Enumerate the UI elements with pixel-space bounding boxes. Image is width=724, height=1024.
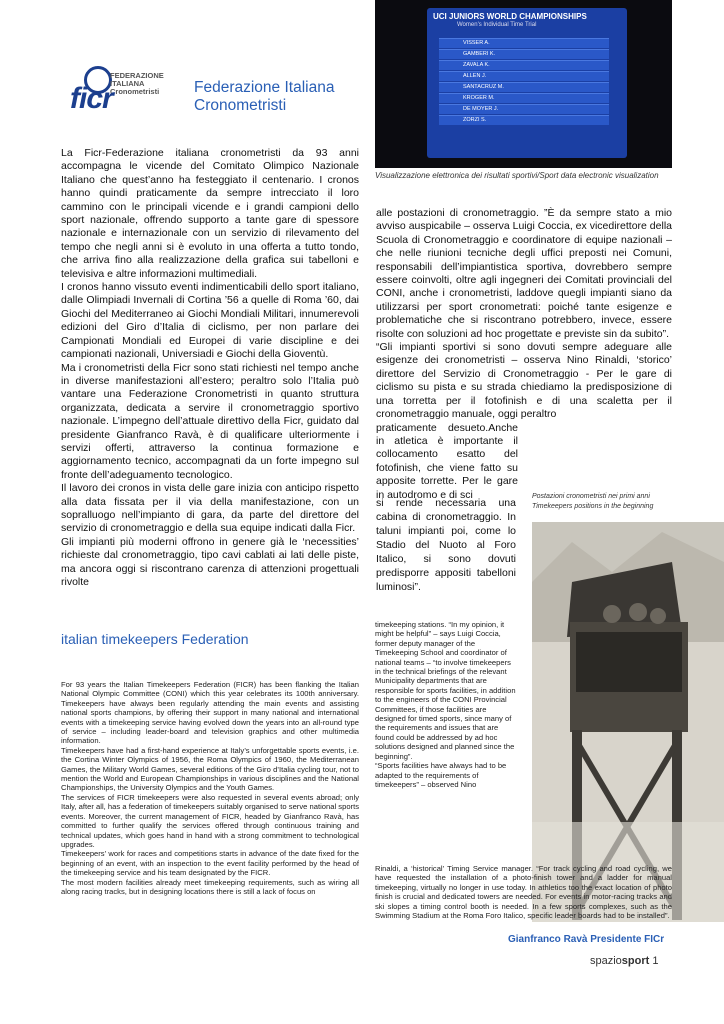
results-screen-photo <box>375 0 672 168</box>
paragraph: The services of FICR timekeepers were also requested in several events abroad; only Italy, after all, has a federation of timekeepers suitably organised to serve national sports events. Moreover, the current management of FICR, headed by Gianfranco Ravà, has committed to further qualify the services offered through continuous training and technical updates, which goes hand in hand with a strong commitment to technological upgrades. <box>61 792 359 849</box>
screen-row: KROGER M. <box>439 93 609 103</box>
ficr-logo <box>66 64 184 124</box>
paragraph: Ma i cronometristi della Ficr sono stati richiesti nel tempo anche in diverse manifestazioni all’estero; peraltro solo l’Italia può vantare una Federazione Cronometristi in quanto struttura organizzata, dedicata a servire il cronometraggio sportivo nazionale. L’impegno dell’attuale direttivo della Ficr, guidato dal presidente Gianfranco Ravà, è di qualificare ulteriormente i servizi offerti, attraverso la continua formazione e aggiornamento tecnico, accompagnati da un forte impegno sul fronte dell’adeguamento tecnologico. <box>61 361 359 481</box>
page-footer <box>590 955 658 967</box>
english-body-left <box>61 680 359 896</box>
photo-caption-old: Postazioni cronometristi nei primi anni Timekeepers positions in the beginning <box>532 493 654 510</box>
tower-illustration <box>532 522 724 922</box>
paragraph: Rinaldi, a ‘historical’ Timing Service manager. “For track cycling and road cycling, we have requested the installation of a photo-finish tower and a ladder for manual timekeeping, virtually no longer in use today. In athletics too the exact location of photo finish is crucial and dedicated towers are needed. For events in motor-racing tracks and ski slopes a timing control booth is needed. In a few sports complexes, such as the Swimming Stadium at the Roma Foro Italico, specific leader boards had to be installed”. <box>375 864 672 921</box>
paragraph: alle postazioni di cronometraggio. ”È da sempre stato a mio avviso auspicabile – osserva Luigi Coccia, ex vicedirettore della Scuola di Cronometraggio e coordinatore di equipe nazionali – che nelle riunioni tecniche degli uffici preposti nei Comuni, responsabili dell’impiantistica sportiva, dovrebbero sempre essere coinvolti, oltre agli ingegneri dei Comitati provinciali del CONI, anche i cronometristi, laddove quegli impianti siano da utilizzarsi per sport cronometrati: poiché tante esigenze e problematiche che si riscontrano potrebbero, invece, essere risolte con soluzioni ad hoc progettate e previste sin da subito”. <box>376 207 672 340</box>
paragraph: Gli impianti più moderni offrono in genere già le ‘necessities’ richieste dal cronometraggio, tipo cavi cablati ai lati delle piste, ma ancora oggi si riscontrano carenza di attenzioni progettuali rivolte <box>61 535 359 588</box>
italian-body-right <box>376 207 672 502</box>
paragraph: si rende necessaria una cabina di cronometraggio. In taluni impianti poi, come lo Stadio del Nuoto al Foro Italico, si sono dovuti predisporre appositi tabelloni luminosi”. <box>376 497 516 593</box>
page-title: Federazione Italiana Cronometristi <box>194 79 335 114</box>
screen-row: GAMBERI K. <box>439 49 609 59</box>
screen-row: ZORZI S. <box>439 115 609 125</box>
page-number: 1 <box>652 955 659 967</box>
signature: Gianfranco Ravà Presidente FICr <box>508 934 665 945</box>
paragraph: La Ficr-Federazione italiana cronometristi da 93 anni accompagna le vicende del Comitato Olimpico Nazionale Italiano che quest’anno ha festeggiato il centenario. I cronos hanno quindi praticamente da sempre intrecciato il loro cammino con le principali vicende e i grandi campioni dello sport nazionale, offrendo supporto a tante gare di spessore nazionale e internazionale con un servizio di rilevamento del tempo che negli anni si è evoluto in una offerta a tutto tondo, che arriva fino alla realizzazione della grafica sui tabelloni e televisiva e altre informazioni multimediali. <box>61 147 359 280</box>
scoreboard-screen <box>427 8 627 158</box>
screen-row: SANTACRUZ M. <box>439 82 609 92</box>
paragraph: The most modern facilities already meet timekeeping requirements, such as wiring all along racing tracks, but in designing locations there is still a lack of focus on <box>61 877 359 896</box>
italian-body-left <box>61 147 359 589</box>
logo-word: ficr <box>70 82 113 115</box>
photo-caption-top: Visualizzazione elettronica dei risultati sportivi/Sport data electronic visualization <box>375 171 659 180</box>
english-body-right <box>375 620 517 789</box>
paragraph: “Gli impianti sportivi si sono dovuti sempre adeguare alle esigenze dei cronometristi – osserva Nino Rinaldi, ‘storico’ direttore del Servizio di Cronometraggio - Per le gare di ciclismo su pista e su strada chiediamo la predisposizione di una torretta per il fotofinish e di una scaletta per il cronometraggio manuale, oggi peraltro <box>376 341 672 421</box>
paragraph: Timekeepers have had a first-hand experience at Italy’s unforgettable sports events, i.e. the Cortina Winter Olympics of 1956, the Roma Olympics of 1960, the Mediterranean Games, the Military World Games, several editions of the Giro d’Italia cycling tour, not to mention the World and European Championships in various disciplines and the National Championships, the University Olympics and the Youth Games. <box>61 745 359 793</box>
timekeepers-tower-photo <box>532 522 724 922</box>
italian-body-narrow <box>376 496 516 594</box>
english-section-title: italian timekeepers Federation <box>61 631 249 647</box>
screen-row: VISSER A. <box>439 38 609 48</box>
paragraph: timekeeping stations. “In my opinion, it might be helpful” – says Luigi Coccia, former deputy manager of the Timekeeping School and coordinator of national teams – “to involve timekeepers in the technical briefings of the relevant Municipality departments that are responsible for sports facilities, in addition to the engineers of the CONI Provincial Committees, if those facilities are designed for timed sports, since many of the requirements and issues that are found could be addressed by ad hoc solutions designed and planned since the beginning”. <box>375 620 516 761</box>
screen-subtitle: Women's Individual Time Trial <box>457 22 537 28</box>
screen-row: DE MOYER J. <box>439 104 609 114</box>
screen-row: ZAVALA K. <box>439 60 609 70</box>
logo-subtitle: FEDERAZIONE ITALIANA Cronometristi <box>110 71 164 96</box>
paragraph: I cronos hanno vissuto eventi indimenticabili dello sport italiano, dalle Olimpiadi Invernali di Cortina ’56 a quelle di Roma ’60, dai Giochi del Mediterraneo ai Giochi Mondiali Militari, innumerevoli edizioni del Giro d’Italia di ciclismo, per non parlare dei Campionati Mondiali ed Europei di varie discipline e dei campionati nazionali, Universiadi e Giochi della Gioventù. <box>61 281 359 361</box>
magazine-suffix: sport <box>621 955 650 967</box>
paragraph: “Sports facilities have always had to be adapted to the requirements of timekeepers” – observed Nino <box>375 761 507 789</box>
paragraph: praticamente desueto.Anche in atletica è importante il collocamento esatto del fotofinish, che viene fatto su apposite torrette. Per le gare in autodromo e di sci <box>376 421 518 501</box>
screen-row: ALLEN J. <box>439 71 609 81</box>
paragraph: For 93 years the Italian Timekeepers Federation (FICR) has been flanking the Italian National Olympic Committee (CONI) which this year celebrates its 100th anniversary. Timekeepers have always been regularly attending the main events and assisting national sports champions, by offering their support in many national and international events with a timekeeping service having evolved down the years into an all-round type of service – including leader-board and television graphics and other multimedia information. <box>61 680 359 746</box>
english-body-full <box>375 864 672 920</box>
paragraph: Timekeepers’ work for races and competitions starts in advance of the date fixed for the beginning of an event, with an inspection to the event facility performed by the head of the timekeeping service and his team designated by the FICR. <box>61 849 359 878</box>
paragraph: Il lavoro dei cronos in vista delle gare inizia con anticipo rispetto alla data fissata per il via della manifestazione, con un sopralluogo nell’impianto di gara, da parte del direttore del servizio di cronometraggio e della sua equipe indicati dalla Ficr. <box>61 482 359 535</box>
magazine-prefix: spazio <box>590 955 622 967</box>
screen-title: UCI JUNIORS WORLD CHAMPIONSHIPS <box>433 12 587 21</box>
